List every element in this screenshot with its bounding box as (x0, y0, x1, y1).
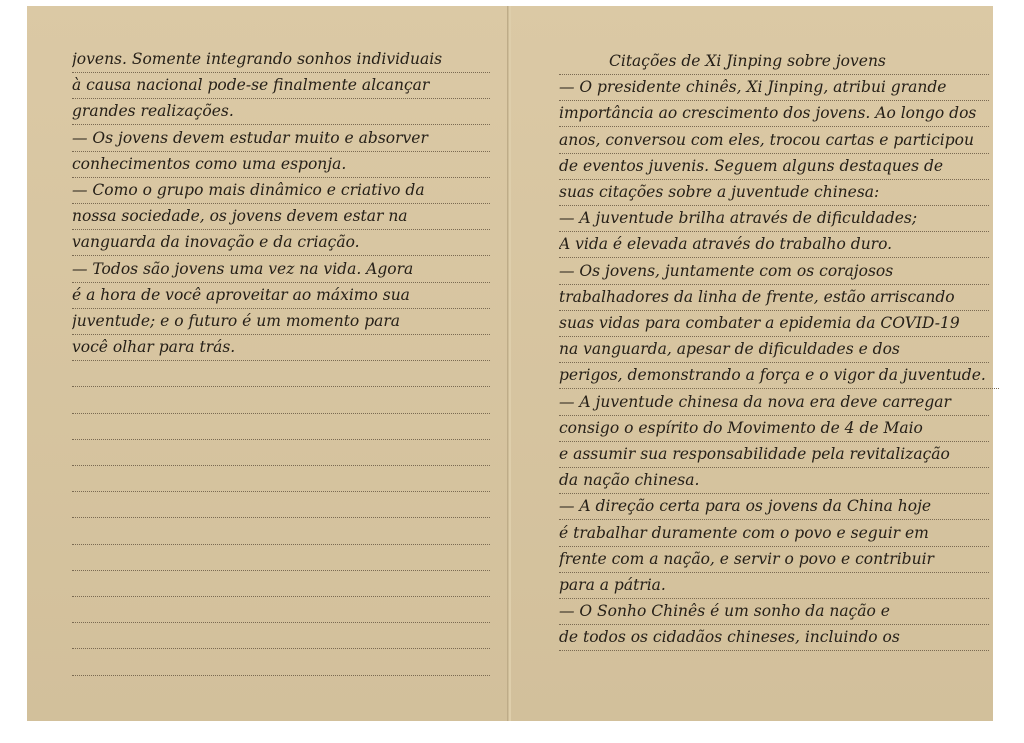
text-line: — A juventude chinesa da nova era deve carregar (559, 390, 989, 416)
text-line: — O presidente chinês, Xi Jinping, atribui grande (559, 75, 989, 101)
text-line (72, 440, 490, 466)
text-line: juventude; e o futuro é um momento para (72, 309, 490, 335)
text-line: nossa sociedade, os jovens devem estar na (72, 204, 490, 230)
right-page-lines (511, 6, 993, 721)
text-line: conhecimentos como uma esponja. (72, 152, 490, 178)
text-line: Citações de Xi Jinping sobre jovens (559, 49, 989, 75)
text-line (72, 650, 490, 676)
text-line: importância ao crescimento dos jovens. Ao longo dos (559, 101, 989, 127)
text-line: frente com a nação, e servir o povo e contribuir (559, 547, 989, 573)
text-line: — Os jovens, juntamente com os corajosos (559, 259, 989, 285)
text-line: vanguarda da inovação e da criação. (72, 230, 490, 256)
text-line: perigos, demonstrando a força e o vigor da juventude. (559, 363, 999, 389)
text-line: suas citações sobre a juventude chinesa: (559, 180, 989, 206)
left-page (27, 6, 509, 721)
text-line (72, 388, 490, 414)
text-line: e assumir sua responsabilidade pela revitalização (559, 442, 989, 468)
text-line: à causa nacional pode-se finalmente alcançar (72, 73, 490, 99)
text-line: — O Sonho Chinês é um sonho da nação e (559, 599, 989, 625)
text-line (72, 623, 490, 649)
text-line (72, 361, 490, 387)
text-line: na vanguarda, apesar de dificuldades e dos (559, 337, 989, 363)
text-line: de todos os cidadãos chineses, incluindo os (559, 625, 989, 651)
text-line (72, 545, 490, 571)
text-line: é a hora de você aproveitar ao máximo sua (72, 283, 490, 309)
text-line: A vida é elevada através do trabalho duro. (559, 232, 989, 258)
text-line: jovens. Somente integrando sonhos individuais (72, 47, 490, 73)
text-line: consigo o espírito do Movimento de 4 de Maio (559, 416, 989, 442)
text-line: — Como o grupo mais dinâmico e criativo da (72, 178, 490, 204)
text-line: — A juventude brilha através de dificuldades; (559, 206, 989, 232)
left-page-lines (27, 6, 509, 721)
text-line: de eventos juvenis. Seguem alguns destaques de (559, 154, 989, 180)
text-line: suas vidas para combater a epidemia da COVID-19 (559, 311, 989, 337)
text-line: anos, conversou com eles, trocou cartas e participou (559, 128, 989, 154)
text-line (72, 519, 490, 545)
text-line (72, 466, 490, 492)
text-line (72, 571, 490, 597)
text-line: da nação chinesa. (559, 468, 989, 494)
text-line: — A direção certa para os jovens da China hoje (559, 494, 989, 520)
text-line: para a pátria. (559, 573, 989, 599)
text-line: você olhar para trás. (72, 335, 490, 361)
text-line: — Os jovens devem estudar muito e absorver (72, 126, 490, 152)
text-line: trabalhadores da linha de frente, estão arriscando (559, 285, 989, 311)
text-line (72, 492, 490, 518)
text-line (72, 414, 490, 440)
text-line: — Todos são jovens uma vez na vida. Agora (72, 257, 490, 283)
right-page (511, 6, 993, 721)
text-line (72, 597, 490, 623)
text-line: é trabalhar duramente com o povo e seguir em (559, 521, 989, 547)
text-line: grandes realizações. (72, 99, 490, 125)
